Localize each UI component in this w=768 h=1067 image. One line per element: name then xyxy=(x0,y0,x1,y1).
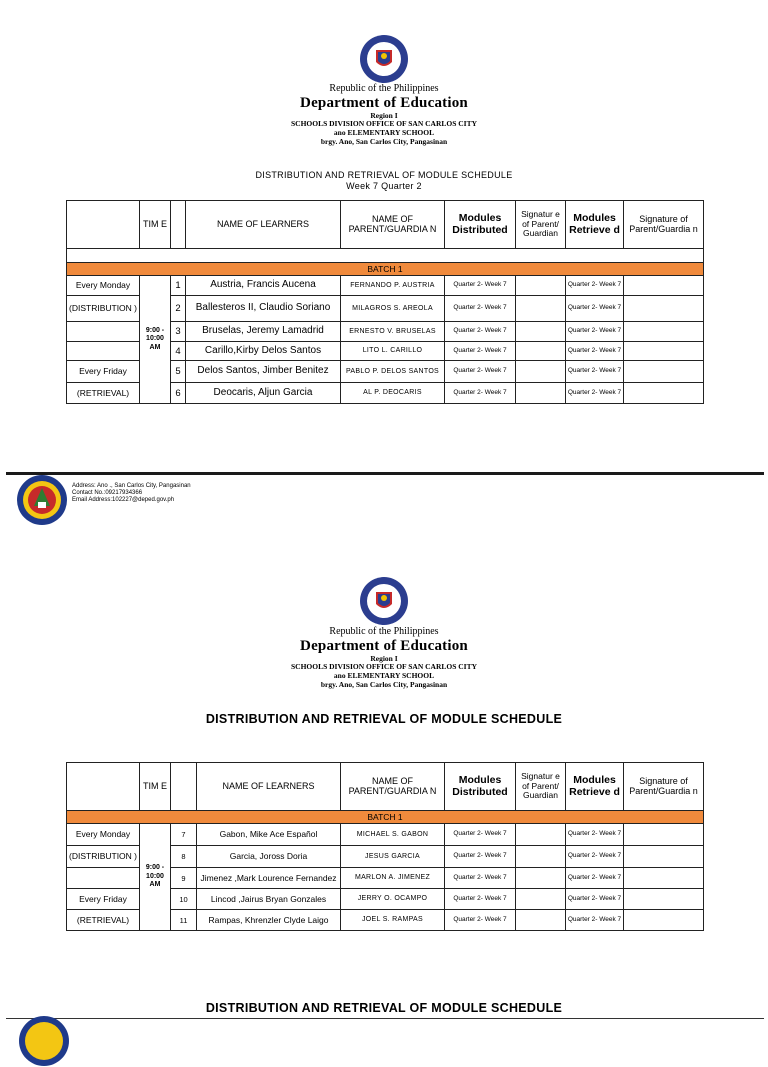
signature-cell[interactable] xyxy=(516,383,566,404)
parent-name: JESUS GARCIA xyxy=(341,846,445,868)
footer-email: Email Address:102227@deped.gov.ph xyxy=(72,497,175,504)
learner-name: Lincod ,Jairus Bryan Gonzales xyxy=(197,889,341,910)
parent-name: MICHAEL S. GABON xyxy=(341,824,445,846)
module-retrieved: Quarter 2- Week 7 xyxy=(566,322,624,342)
row-number: 1 xyxy=(171,276,186,296)
location-label: brgy. Ano, San Carlos City, Pangasinan xyxy=(320,679,448,689)
parent-name: MARLON A. JIMENEZ xyxy=(341,868,445,889)
day-cell xyxy=(67,342,140,361)
signature-header: Signature of Parent/Guardia n xyxy=(624,763,704,811)
blank-header xyxy=(67,201,140,249)
schedule-title: DISTRIBUTION AND RETRIEVAL OF MODULE SCHEDULE xyxy=(255,170,513,180)
footer-address-block xyxy=(72,483,191,505)
day-cell xyxy=(67,322,140,342)
learner-name: Austria, Francis Aucena xyxy=(186,276,341,296)
parent-name: ERNESTO V. BRUSELAS xyxy=(341,322,445,342)
signature-cell[interactable] xyxy=(624,383,704,404)
signature-cell[interactable] xyxy=(624,824,704,846)
learner-name: Carillo,Kirby Delos Santos xyxy=(186,342,341,361)
module-retrieved: Quarter 2- Week 7 xyxy=(566,276,624,296)
retrieved-header: Modules Retrieve d xyxy=(566,763,624,811)
learner-name: Gabon, Mike Ace Español xyxy=(197,824,341,846)
signature-cell[interactable] xyxy=(516,846,566,868)
signature-cell[interactable] xyxy=(624,296,704,322)
distributed-header: Modules Distributed xyxy=(445,763,516,811)
module-distributed: Quarter 2- Week 7 xyxy=(445,296,516,322)
location-label: brgy. Ano, San Carlos City, Pangasinan xyxy=(320,136,448,146)
time-cell: 9:00 - 10:00 AM xyxy=(140,276,171,404)
time-cell: 9:00 - 10:00 AM xyxy=(140,824,171,931)
module-retrieved: Quarter 2- Week 7 xyxy=(566,342,624,361)
signature-cell[interactable] xyxy=(624,342,704,361)
footer-divider xyxy=(6,1018,764,1019)
row-number: 11 xyxy=(171,910,197,931)
table-row xyxy=(67,276,704,296)
parent-name: JERRY O. OCAMPO xyxy=(341,889,445,910)
school-label: ano ELEMENTARY SCHOOL xyxy=(333,671,435,680)
deped-seal-icon xyxy=(359,576,409,626)
department-title: Department of Education xyxy=(300,94,468,111)
learner-name: Jimenez ,Mark Lourence Fernandez xyxy=(197,868,341,889)
row-number: 8 xyxy=(171,846,197,868)
schedule-title: DISTRIBUTION AND RETRIEVAL OF MODULE SCHEDULE xyxy=(205,712,563,726)
retrieved-header: Modules Retrieve d xyxy=(566,201,624,249)
schedule-table-2 xyxy=(66,762,704,931)
spacer-row xyxy=(67,249,704,263)
region-label: Region I xyxy=(370,653,398,663)
learner-name: Deocaris, Aljun Garcia xyxy=(186,383,341,404)
signature-cell[interactable] xyxy=(516,276,566,296)
division-label: SCHOOLS DIVISION OFFICE OF SAN CARLOS CITY xyxy=(290,119,477,129)
day-cell: Every Friday xyxy=(67,361,140,383)
parent-header: NAME OF PARENT/GUARDIA N xyxy=(341,201,445,249)
parent-header: NAME OF PARENT/GUARDIA N xyxy=(341,763,445,811)
day-cell: (RETRIEVAL) xyxy=(67,910,140,931)
row-number: 3 xyxy=(171,322,186,342)
module-retrieved: Quarter 2- Week 7 xyxy=(566,383,624,404)
module-distributed: Quarter 2- Week 7 xyxy=(445,910,516,931)
module-retrieved: Quarter 2- Week 7 xyxy=(566,868,624,889)
letterhead xyxy=(0,626,768,689)
region-label: Region I xyxy=(370,110,398,120)
row-number: 10 xyxy=(171,889,197,910)
deped-seal-icon xyxy=(359,34,409,84)
module-distributed: Quarter 2- Week 7 xyxy=(445,342,516,361)
footer-address: Address: Ano ., San Carlos City, Pangasinan xyxy=(72,483,191,489)
signature-cell[interactable] xyxy=(516,296,566,322)
republic-label: Republic of the Philippines xyxy=(329,626,439,637)
day-cell: (RETRIEVAL) xyxy=(67,383,140,404)
parent-name: AL P. DEOCARIS xyxy=(341,383,445,404)
signature-cell[interactable] xyxy=(624,889,704,910)
learner-name: Delos Santos, Jimber Benitez xyxy=(186,361,341,383)
signature-cell[interactable] xyxy=(516,342,566,361)
parent-name: PABLO P. DELOS SANTOS xyxy=(341,361,445,383)
signature-cell[interactable] xyxy=(624,361,704,383)
module-distributed: Quarter 2- Week 7 xyxy=(445,383,516,404)
learners-header: NAME OF LEARNERS xyxy=(197,763,341,811)
module-distributed: Quarter 2- Week 7 xyxy=(445,824,516,846)
batch-label: BATCH 1 xyxy=(67,263,704,276)
footer-divider xyxy=(6,472,764,475)
republic-label: Republic of the Philippines xyxy=(329,83,439,94)
letterhead xyxy=(0,83,768,146)
learner-name: Ballesteros II, Claudio Soriano xyxy=(186,296,341,322)
department-title: Department of Education xyxy=(300,637,468,654)
module-retrieved: Quarter 2- Week 7 xyxy=(566,889,624,910)
parent-name: MILAGROS S. AREOLA xyxy=(341,296,445,322)
signature-cell[interactable] xyxy=(624,276,704,296)
parent-name: JOEL S. RAMPAS xyxy=(341,910,445,931)
division-label: SCHOOLS DIVISION OFFICE OF SAN CARLOS CITY xyxy=(290,662,477,672)
signature-cell[interactable] xyxy=(624,322,704,342)
learner-name: Garcia, Joross Doria xyxy=(197,846,341,868)
num-header xyxy=(171,763,197,811)
signature-cell[interactable] xyxy=(516,910,566,931)
row-number: 7 xyxy=(171,824,197,846)
signature-cell[interactable] xyxy=(516,322,566,342)
row-number: 5 xyxy=(171,361,186,383)
row-number: 9 xyxy=(171,868,197,889)
signature-cell[interactable] xyxy=(624,846,704,868)
parent-name: LITO L. CARILLO xyxy=(341,342,445,361)
day-cell: Every Monday xyxy=(67,824,140,846)
header-row xyxy=(67,201,704,249)
learner-name: Bruselas, Jeremy Lamadrid xyxy=(186,322,341,342)
footer-contact: Contact No.:09217934366 xyxy=(72,490,143,497)
module-retrieved: Quarter 2- Week 7 xyxy=(566,824,624,846)
day-cell xyxy=(67,868,140,889)
module-distributed: Quarter 2- Week 7 xyxy=(445,276,516,296)
module-retrieved: Quarter 2- Week 7 xyxy=(566,846,624,868)
row-number: 4 xyxy=(171,342,186,361)
batch-row xyxy=(67,811,704,824)
day-cell: Every Friday xyxy=(67,889,140,910)
school-label: ano ELEMENTARY SCHOOL xyxy=(333,128,435,137)
signature-header: Signatur e of Parent/ Guardian xyxy=(516,763,566,811)
signature-cell[interactable] xyxy=(624,868,704,889)
learner-name: Rampas, Khrenzler Clyde Laigo xyxy=(197,910,341,931)
table-row xyxy=(67,824,704,846)
schedule-subtitle: Week 7 Quarter 2 xyxy=(346,181,422,192)
batch-label: BATCH 1 xyxy=(67,811,704,824)
distributed-header: Modules Distributed xyxy=(445,201,516,249)
batch-row xyxy=(67,263,704,276)
time-header: TIM E xyxy=(140,201,171,249)
module-retrieved: Quarter 2- Week 7 xyxy=(566,296,624,322)
signature-header: Signatur e of Parent/ Guardian xyxy=(516,201,566,249)
blank-header xyxy=(67,763,140,811)
header-row xyxy=(67,763,704,811)
schedule-title: DISTRIBUTION AND RETRIEVAL OF MODULE SCHEDULE xyxy=(205,1001,563,1015)
module-distributed: Quarter 2- Week 7 xyxy=(445,889,516,910)
schedule-title-block xyxy=(0,170,768,193)
signature-cell[interactable] xyxy=(516,361,566,383)
day-cell: (DISTRIBUTION ) xyxy=(67,846,140,868)
school-logo-icon xyxy=(18,1015,70,1067)
signature-cell[interactable] xyxy=(516,889,566,910)
module-distributed: Quarter 2- Week 7 xyxy=(445,868,516,889)
module-retrieved: Quarter 2- Week 7 xyxy=(566,361,624,383)
day-cell: Every Monday xyxy=(67,276,140,296)
learners-header: NAME OF LEARNERS xyxy=(186,201,341,249)
row-number: 6 xyxy=(171,383,186,404)
signature-cell[interactable] xyxy=(516,824,566,846)
school-logo-icon xyxy=(16,474,68,526)
module-distributed: Quarter 2- Week 7 xyxy=(445,322,516,342)
row-number: 2 xyxy=(171,296,186,322)
signature-header: Signature of Parent/Guardia n xyxy=(624,201,704,249)
time-header: TIM E xyxy=(140,763,171,811)
schedule-table-1 xyxy=(66,200,704,404)
module-retrieved: Quarter 2- Week 7 xyxy=(566,910,624,931)
module-distributed: Quarter 2- Week 7 xyxy=(445,846,516,868)
parent-name: FERNANDO P. AUSTRIA xyxy=(341,276,445,296)
module-distributed: Quarter 2- Week 7 xyxy=(445,361,516,383)
day-cell: (DISTRIBUTION ) xyxy=(67,296,140,322)
signature-cell[interactable] xyxy=(516,868,566,889)
signature-cell[interactable] xyxy=(624,910,704,931)
num-header xyxy=(171,201,186,249)
